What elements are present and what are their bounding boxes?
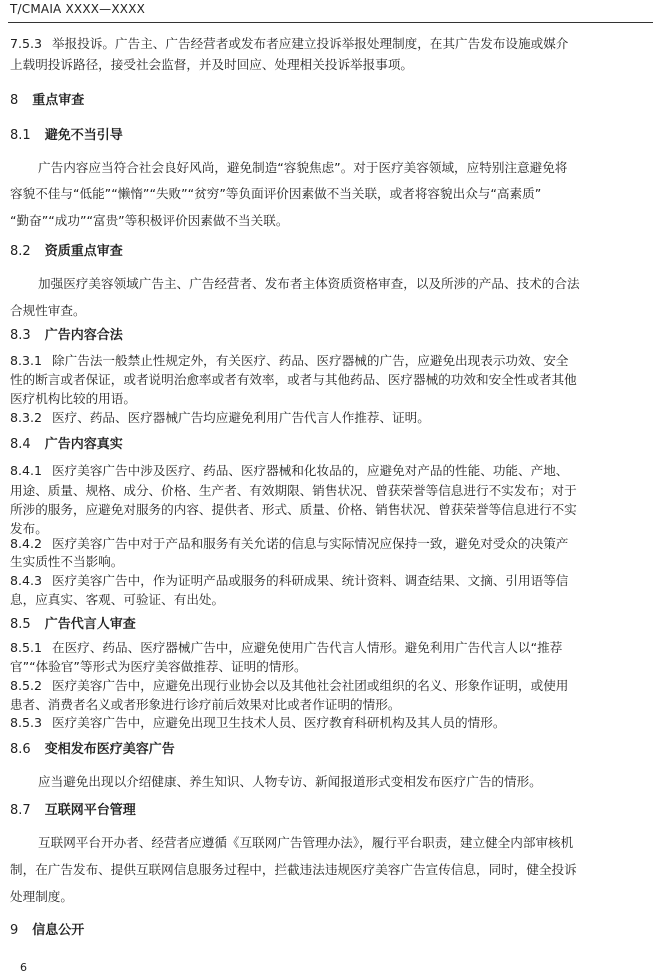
clause-text: 医疗机构比较的用语。	[10, 391, 136, 406]
clause-8-5-2	[10, 676, 647, 695]
chapter-8-heading	[10, 91, 647, 110]
paragraph-text: 广告内容应当符合社会良好风尚，避免制造“容貌焦虑”。对于医疗美容领域，应特别注意避免将	[38, 160, 568, 175]
clause-8-5-1	[10, 638, 647, 657]
section-title: 资质重点审查	[44, 244, 123, 259]
clause-8-4-3	[10, 571, 647, 590]
paragraph-text: 应当避免出现以介绍健康、养生知识、人物专访、新闻报道形式变相发布医疗广告的情形。	[38, 774, 542, 789]
clause-text: 医疗美容广告中，作为证明产品或服务的科研成果、统计资料、调查结果、文摘、引用语等信	[52, 573, 569, 588]
clause-8-5-2-cont	[10, 695, 647, 714]
clause-text: 所涉的服务，应避免对服务的内容、提供者、形式、质量、价格、销售状况、曾获荣誉等信息进行不实	[10, 502, 577, 517]
paragraph-8-1-line	[38, 158, 647, 177]
clause-text: 医疗美容广告中，应避免出现卫生技术人员、医疗教育科研机构及其人员的情形。	[52, 715, 506, 730]
section-number: 8.1	[10, 128, 31, 143]
clause-text: 除广告法一般禁止性规定外，有关医疗、药品、医疗器械的广告，应避免出现表示功效、安全	[52, 353, 569, 368]
chapter-number: 8	[10, 93, 19, 108]
paragraph-8-7-line	[10, 887, 647, 906]
clause-text: 性的断言或者保证，或者说明治愈率或者有效率，或者与其他药品、医疗器械的功效和安全性或者其他	[10, 372, 577, 387]
clause-number: 8.3.2	[10, 410, 43, 425]
clause-8-4-1-cont	[10, 500, 647, 519]
paragraph-8-1-line	[10, 184, 647, 203]
paragraph-text: 加强医疗美容领域广告主、广告经营者、发布者主体资质资格审查，以及所涉的产品、技术的合法	[38, 276, 580, 291]
clause-7-5-3	[10, 34, 647, 53]
clause-number: 8.3.1	[10, 353, 43, 368]
page-number: 6	[20, 961, 27, 974]
clause-number: 8.5.3	[10, 715, 43, 730]
section-8-5-heading	[10, 615, 647, 634]
clause-7-5-3-cont	[10, 55, 647, 74]
clause-8-5-3	[10, 713, 647, 732]
clause-text: 医疗美容广告中，应避免出现行业协会以及其他社会社团或组织的名义、形象作证明，或使用	[52, 678, 569, 693]
clause-8-4-2	[10, 534, 647, 553]
section-number: 8.6	[10, 742, 31, 757]
paragraph-8-2-line	[38, 274, 647, 293]
paragraph-8-1-line	[10, 211, 647, 230]
section-title: 互联网平台管理	[44, 803, 136, 818]
clause-8-5-1-cont	[10, 657, 647, 676]
paragraph-text: 互联网平台开办者、经营者应遵循《互联网广告管理办法》，履行平台职责，建立健全内部审核机	[38, 835, 574, 850]
section-8-7-heading	[10, 801, 647, 820]
standard-code: T/CMAIA XXXX—XXXX	[10, 2, 146, 16]
section-8-3-heading	[10, 326, 647, 345]
section-number: 8.5	[10, 617, 31, 632]
chapter-title: 重点审查	[32, 93, 85, 108]
section-number: 8.4	[10, 437, 31, 452]
header-rule	[8, 22, 653, 23]
section-number: 8.7	[10, 803, 31, 818]
paragraph-8-6-line	[38, 772, 647, 791]
clause-8-3-1-cont	[10, 370, 647, 389]
paragraph-text: 处理制度。	[10, 889, 73, 904]
section-title: 广告代言人审查	[44, 617, 136, 632]
clause-text: 息，应真实、客观、可验证、有出处。	[10, 592, 225, 607]
section-8-1-heading	[10, 126, 647, 145]
section-8-6-heading	[10, 740, 647, 759]
paragraph-text: 合规性审查。	[10, 303, 86, 318]
chapter-9-heading	[10, 921, 647, 940]
clause-8-4-1-cont	[10, 481, 647, 500]
clause-text: 举报投诉。广告主、广告经营者或发布者应建立投诉举报处理制度，在其广告发布设施或媒介	[52, 36, 569, 51]
clause-text: 医疗美容广告中涉及医疗、药品、医疗器械和化妆品的，应避免对产品的性能、功能、产地、	[52, 463, 569, 478]
section-title: 避免不当引导	[44, 128, 123, 143]
clause-text: 患者、消费者名义或者形象进行诊疗前后效果对比或者作证明的情形。	[10, 697, 401, 712]
section-number: 8.2	[10, 244, 31, 259]
clause-number: 8.4.1	[10, 463, 43, 478]
paragraph-text: “勤奋”“成功”“富贵”等积极评价因素做不当关联。	[10, 213, 289, 228]
clause-text: 生实质性不当影响。	[10, 554, 124, 569]
chapter-title: 信息公开	[32, 923, 85, 938]
paragraph-8-2-line	[10, 301, 647, 320]
section-8-4-heading	[10, 435, 647, 454]
section-title: 变相发布医疗美容广告	[44, 742, 175, 757]
clause-8-3-1-cont	[10, 389, 647, 408]
clause-8-4-3-cont	[10, 590, 647, 609]
clause-number: 8.5.1	[10, 640, 43, 655]
paragraph-text: 容貌不佳与“低能”“懒惰”“失败”“贫穷”等负面评价因素做不当关联，或者将容貌出众与“高素质”	[10, 186, 542, 201]
section-8-2-heading	[10, 242, 647, 261]
paragraph-8-7-line	[38, 833, 647, 852]
clause-8-4-2-cont	[10, 552, 647, 571]
clause-text: 官”“体验官”等形式为医疗美容做推荐、证明的情形。	[10, 659, 307, 674]
clause-text: 医疗、药品、医疗器械广告均应避免利用广告代言人作推荐、证明。	[52, 410, 430, 425]
clause-number: 8.4.3	[10, 573, 43, 588]
clause-text: 用途、质量、规格、成分、价格、生产者、有效期限、销售状况、曾获荣誉等信息进行不实发布；对于	[10, 483, 577, 498]
clause-8-3-1	[10, 351, 647, 370]
paragraph-text: 制，在广告发布、提供互联网信息服务过程中，拦截违法违规医疗美容广告宣传信息，同时，健全投诉	[10, 862, 577, 877]
clause-8-4-1	[10, 461, 647, 480]
section-title: 广告内容真实	[44, 437, 123, 452]
clause-text: 发布。	[10, 521, 48, 536]
clause-text: 在医疗、药品、医疗器械广告中，应避免使用广告代言人情形。避免利用广告代言人以“推荐	[52, 640, 563, 655]
chapter-number: 9	[10, 923, 19, 938]
clause-text: 医疗美容广告中对于产品和服务有关允诺的信息与实际情况应保持一致，避免对受众的决策产	[52, 536, 569, 551]
clause-text: 上载明投诉路径，接受社会监督，并及时回应、处理相关投诉举报事项。	[10, 57, 413, 72]
section-title: 广告内容合法	[44, 328, 123, 343]
clause-number: 8.5.2	[10, 678, 43, 693]
section-number: 8.3	[10, 328, 31, 343]
paragraph-8-7-line	[10, 860, 647, 879]
clause-number: 8.4.2	[10, 536, 43, 551]
clause-8-3-2	[10, 408, 647, 427]
clause-number: 7.5.3	[10, 36, 43, 51]
